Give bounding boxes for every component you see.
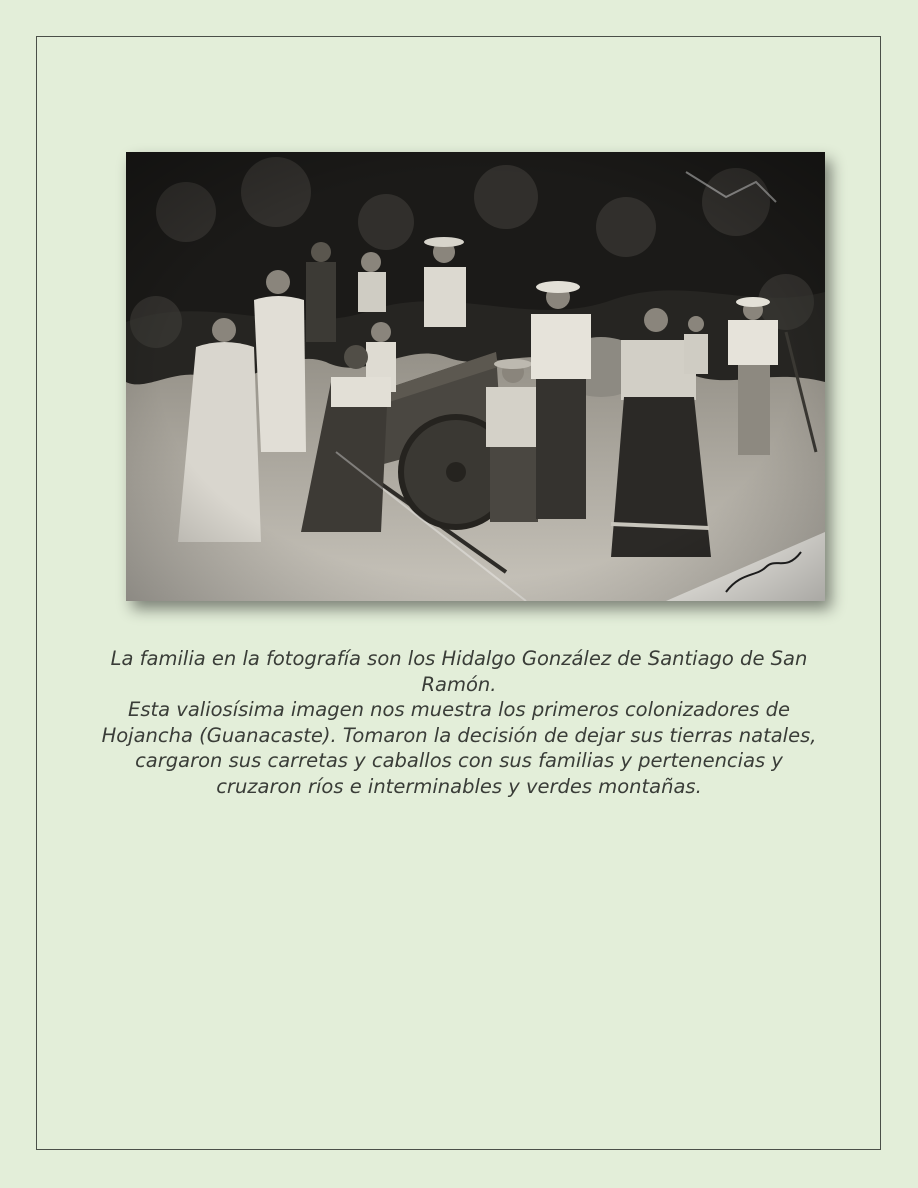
- caption-line-description: Esta valiosísima imagen nos muestra los primeros colonizadores de Hojancha (Guanacaste). Tomaron la decisión de dejar sus tierras natales, cargaron sus carretas y caballos con sus familias y pertenencias y cruzaron ríos e interminables y verdes montañas.: [101, 698, 817, 798]
- historical-family-photo: [126, 152, 825, 601]
- photo-illustration: [126, 152, 825, 601]
- photo-caption: [100, 646, 818, 799]
- caption-line-family: La familia en la fotografía son los Hidalgo González de Santiago de San Ramón.: [110, 647, 808, 696]
